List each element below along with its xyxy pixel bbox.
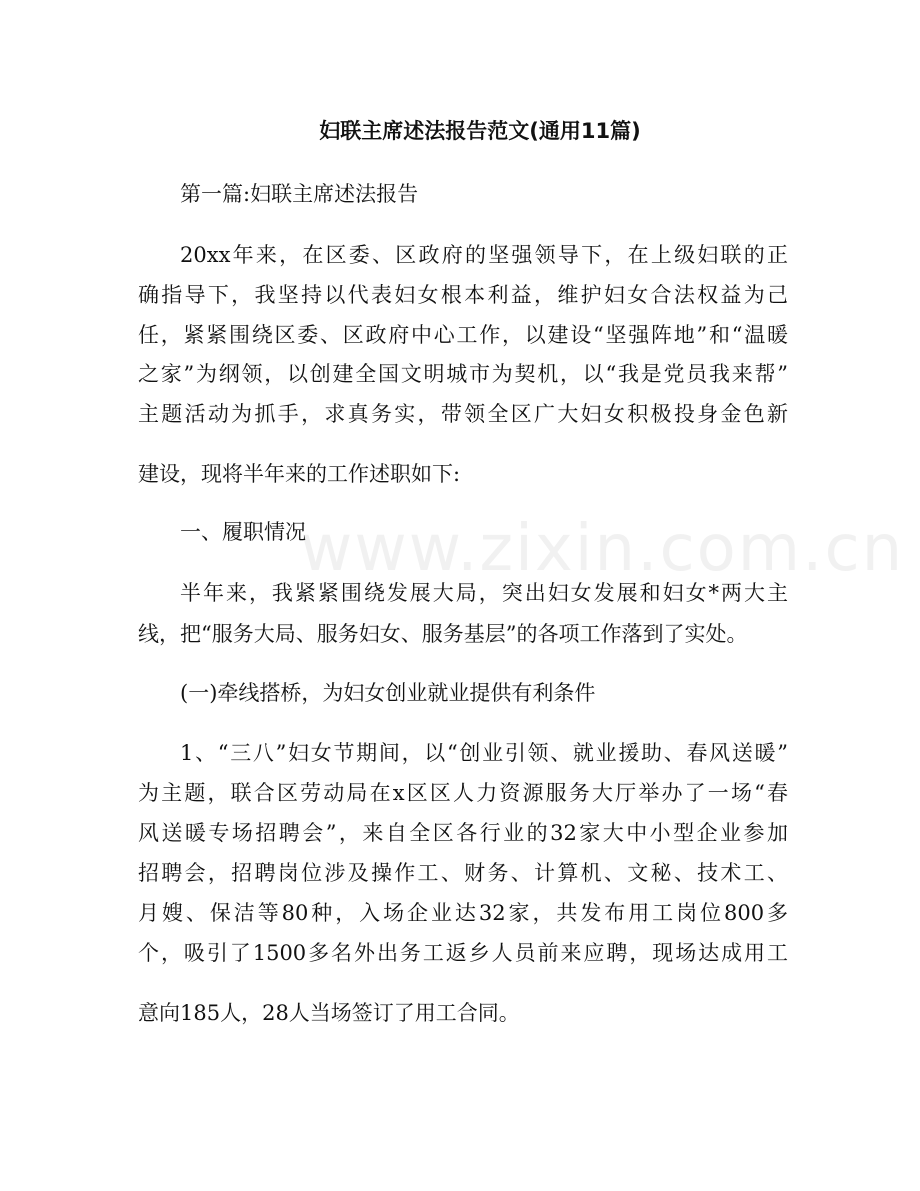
paragraph-line: 个，吸引了1500多名外出务工返乡人员前来应聘，现场达成用工 <box>138 941 788 965</box>
paragraph-line: 20xx年来，在区委、区政府的坚强领导下，在上级妇联的正 <box>180 243 788 267</box>
paragraph-line: 月嫂、保洁等80种，入场企业达32家，共发布用工岗位800多 <box>138 901 788 925</box>
paragraph-line: 风送暖专场招聘会”，来自全区各行业的32家大中小型企业参加 <box>138 821 788 845</box>
section-heading: 第一篇:妇联主席述法报告 <box>180 182 419 206</box>
subheading-employment: (一)牵线搭桥，为妇女创业就业提供有利条件 <box>180 681 596 705</box>
heading-performance: 一、履职情况 <box>180 520 306 544</box>
paragraph-line: 意向185人，28人当场签订了用工合同。 <box>138 1001 520 1025</box>
paragraph-line: 主题活动为抓手，求真务实，带领全区广大妇女积极投身金色新 <box>138 402 788 426</box>
paragraph-line: 1、“三八”妇女节期间，以“创业引领、就业援助、春风送暖” <box>180 741 788 765</box>
watermark: www.zixin.com.cn <box>300 512 905 586</box>
paragraph-line: 招聘会，招聘岗位涉及操作工、财务、计算机、文秘、技术工、 <box>138 861 788 885</box>
paragraph-line: 为主题，联合区劳动局在x区区人力资源服务大厅举办了一场“春 <box>138 781 788 805</box>
paragraph-line: 线，把“服务大局、服务妇女、服务基层”的各项工作落到了实处。 <box>138 622 748 646</box>
paragraph-line: 任，紧紧围绕区委、区政府中心工作，以建设“坚强阵地”和“温暖 <box>138 323 788 347</box>
paragraph-line: 建设，现将半年来的工作述职如下: <box>138 462 461 486</box>
document-title: 妇联主席述法报告范文(通用11篇) <box>319 119 641 143</box>
paragraph-line: 半年来，我紧紧围绕发展大局，突出妇女发展和妇女*两大主 <box>180 581 788 605</box>
paragraph-line: 之家”为纲领，以创建全国文明城市为契机，以“我是党员我来帮” <box>138 362 788 386</box>
paragraph-line: 确指导下，我坚持以代表妇女根本利益，维护妇女合法权益为己 <box>138 283 788 307</box>
